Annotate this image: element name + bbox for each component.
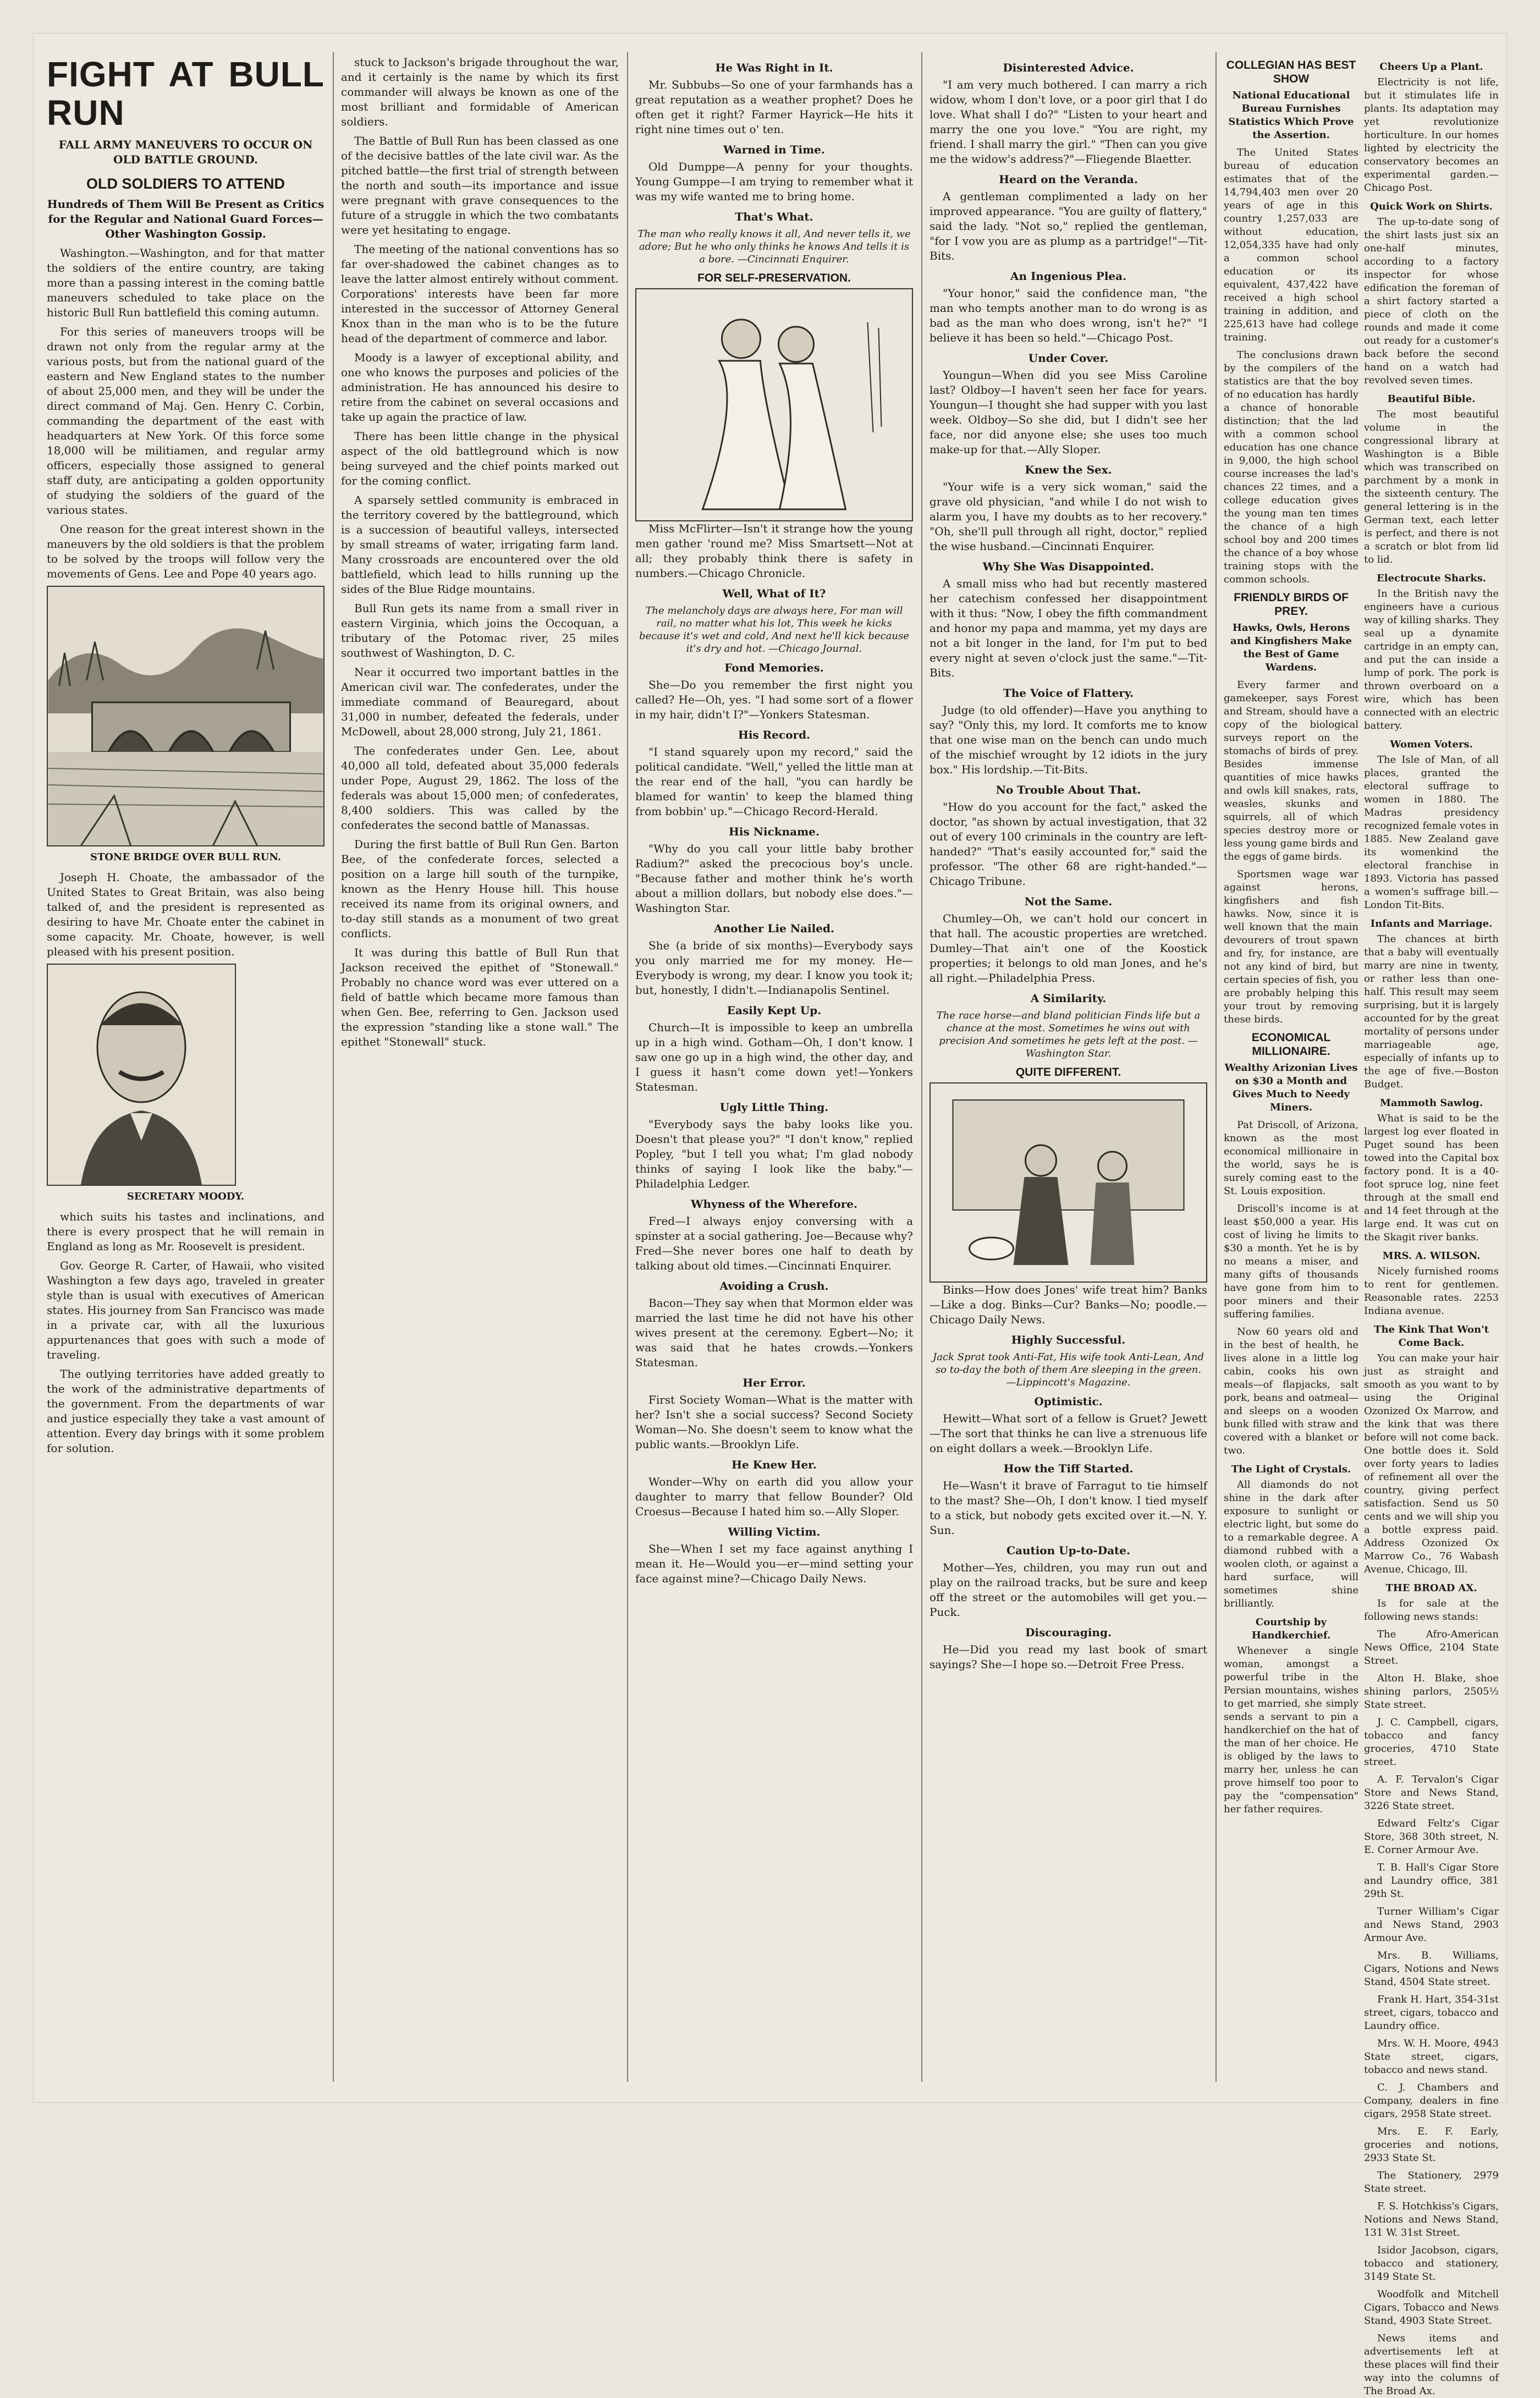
paragraph: Binks—How does Jones' wife treat him? Banks—Like a dog. Binks—Cur? Banks—No; poodle.—Chicago Daily News. — [930, 1283, 1207, 1326]
item-heading: Discouraging. — [1025, 1626, 1112, 1639]
article-deck: Hundreds of Them Will Be Present as Critics for the Regular and National Guard Forces—Other Washington Gossip. — [47, 197, 324, 240]
paragraph: During the first battle of Bull Run Gen. Barton Bee, of the confederate forces, selected a position on a large hill south of the turnpike, known as the Henry House hill. This house received its name from its original owners, and to-day still stands as a monument of two great conflicts. — [341, 838, 619, 940]
paragraph: Chumley—Oh, we can't hold our concert in that hall. The acoustic properties are wretched. Dumley—That ain't one of the Koostick properties; it belongs to old man Jones, and he's all right.—Philadelphia Press. — [930, 912, 1207, 985]
verse: The melancholy days are always here, For man will rail, no matter what his lot, This week he kicks because it's wet and cold, And next he'll kick because it's dry and hot. —Chicago Journal. — [639, 605, 909, 654]
list-item: Mrs. W. H. Moore, 4943 State street, cigars, tobacco and news stand. — [1364, 2038, 1499, 2076]
item-heading: Her Error. — [743, 1376, 806, 1389]
paragraph: She (a bride of six months)—Everybody says you only married me for my money. He—Everybody is wrong, my dear. I know you took it; but, honestly, I didn't.—Indianapolis Sentinel. — [635, 939, 913, 997]
paragraph: What is said to be the largest log ever floated in Puget sound has been towed into the Capital box factory pond. It is a 40-foot spruce log, nine feet through at the small end and 14 feet through at the large end. It was cut on the Skagit river banks. — [1364, 1113, 1499, 1243]
list-item: J. C. Campbell, cigars, tobacco and fancy groceries, 4710 State street. — [1364, 1717, 1499, 1768]
item-heading: The Kink That Won't Come Back. — [1374, 1324, 1489, 1349]
paragraph: The outlying territories have added greatly to the work of the administrative departments of the government. From the departments of war and justice especially they take a vast amount of attention. Every day brings with it some problem for solution. — [47, 1367, 324, 1455]
list-item: Isidor Jacobson, cigars, tobacco and stationery, 3149 State St. — [1364, 2245, 1499, 2282]
paragraph: Pat Driscoll, of Arizona, known as the most economical millionaire in the world, says he is surely coming east to the St. Louis exposition. — [1224, 1119, 1358, 1197]
column-5 — [1224, 55, 1358, 2079]
paragraph: Is for sale at the following news stands: — [1364, 1598, 1499, 1623]
item-heading: Willing Victim. — [728, 1525, 821, 1538]
item-heading: He Was Right in It. — [715, 61, 833, 74]
column-3 — [635, 55, 913, 2079]
column-rule — [1216, 52, 1217, 2082]
illustration-caption: STONE BRIDGE OVER BULL RUN. — [90, 851, 282, 863]
paragraph: Mother—Yes, children, you may run out and play on the railroad tracks, but be sure and keep off the street or the automobiles will get you.—Puck. — [930, 1561, 1207, 1619]
item-heading: Highly Successful. — [1011, 1333, 1126, 1346]
item-heading: Knew the Sex. — [1025, 463, 1112, 476]
item-heading: Optimistic. — [1034, 1395, 1103, 1408]
secretary-moody-portrait — [47, 964, 236, 1186]
item-heading: Courtship by Handkerchief. — [1251, 1616, 1331, 1641]
item-heading: The Voice of Flattery. — [1003, 686, 1134, 700]
list-item: Woodfolk and Mitchell Cigars, Tobacco and News Stand, 4903 State Street. — [1364, 2289, 1499, 2326]
item-heading: Avoiding a Crush. — [719, 1279, 829, 1292]
item-heading: Cheers Up a Plant. — [1379, 61, 1483, 73]
paragraph: He—Wasn't it brave of Farragut to tie himself to the mast? She—Oh, I don't know. I tied myself to a stick, but nobody gets excited over it.—N. Y. Sun. — [930, 1479, 1207, 1537]
paragraph: "How do you account for the fact," asked the doctor, "as shown by actual investigation, that 32 out of every 100 criminals in the country are left-handed?" "That's easily accounted for," said the professor. "The other 68 are right-handed."—Chicago Tribune. — [930, 800, 1207, 888]
stone-bridge-illustration — [47, 586, 324, 846]
paragraph: "Everybody says the baby looks like you. Doesn't that please you?" "I don't know," replied Popley, "but I tell you what; I'm glad nobody thinks of saying I look like the baby."—Philadelphia Ledger. — [635, 1118, 913, 1190]
paragraph: Every farmer and gamekeeper, says Forest and Stream, should have a copy of the biological surveys report on the stomachs of birds of prey. Besides immense quantities of mice hawks and owls kill snakes, rats, weasles, skunks and squirrels, all of which species destroy more or less young game birds and the eggs of game birds. — [1224, 679, 1358, 862]
paragraph: One reason for the great interest shown in the maneuvers by the old soldiers is that the problem to be solved by the troops will follow very the movements of Gens. Lee and Pope 40 years ago. — [47, 522, 324, 580]
item-heading: An Ingenious Plea. — [1010, 270, 1127, 283]
paragraph: Wonder—Why on earth did you allow your daughter to marry that fellow Bounder? Old Croesus—Because I hated him so.—Ally Sloper. — [635, 1475, 913, 1518]
list-item: Edward Feltz's Cigar Store, 368 30th street, N. E. Corner Armour Ave. — [1364, 1818, 1499, 1856]
paragraph: Fred—I always enjoy conversing with a spinster at a social gathering. Joe—Because why? Fred—She never bores one half to death by talking about old times.—Cincinnati Enquirer. — [635, 1214, 913, 1272]
list-item: Mrs. E. F. Early, groceries and notions, 2933 State St. — [1364, 2126, 1499, 2164]
item-heading: Why She Was Disappointed. — [982, 560, 1154, 573]
paragraph: She—Do you remember the first night you called? He—Oh, yes. "I had some sort of a flower in my hair, didn't I?"—Yonkers Statesman. — [635, 678, 913, 721]
newspaper-page — [33, 33, 1507, 2397]
list-item: Turner William's Cigar and News Stand, 2903 Armour Ave. — [1364, 1906, 1499, 1944]
paragraph: Sportsmen wage war against herons, kingfishers and fish hawks. Now, since it is well known that the main devourers of trout spawn and fry, for instance, are not any kind of bird, but certain species of fish, you are probably helping this your trout by removing these birds. — [1224, 868, 1358, 1025]
item-heading: Quick Work on Shirts. — [1370, 201, 1493, 212]
item-heading: Fond Memories. — [724, 661, 824, 674]
item-heading: Beautiful Bible. — [1387, 393, 1476, 405]
paragraph: Church—It is impossible to keep an umbrella up in a high wind. Gotham—Oh, I don't know. I saw one go up in a high wind, the other day, and I guess it hasn't come down yet!—Yonkers Statesman. — [635, 1021, 913, 1093]
verse: Jack Sprat took Anti-Fat, His wife took Anti-Lean, And so to-day the both of them Are sleeping in the green. —Lippincott's Magazine. — [933, 1351, 1204, 1388]
paragraph: "I am very much bothered. I can marry a rich widow, whom I don't love, or a poor girl that I do love. What shall I do?" "Listen to your heart and marry the one you love." "You are right, my friend. I shall marry the girl." "Then can you give me the widow's address?"—Fliegende Blaetter. — [930, 78, 1207, 166]
item-heading: Women Voters. — [1390, 739, 1473, 750]
item-heading: Under Cover. — [1028, 351, 1109, 365]
paragraph: Old Dumppe—A penny for your thoughts. Young Gumppe—I am trying to remember what it was my wife wanted me to bring home. — [635, 160, 913, 203]
paragraph: Washington.—Washington, and for that matter the soldiers of the entire country, are taking more than a passing interest in the coming battle maneuvers scheduled to take place on the historic Bull Run battlefield this coming autumn. — [47, 246, 324, 319]
paragraph: Miss McFlirter—Isn't it strange how the young men gather 'round me? Miss Smartsett—Not at all; they probably think there is safety in numbers.—Chicago Chronicle. — [635, 522, 913, 580]
paragraph: A sparsely settled community is embraced in the territory covered by the battleground, which is a succession of beautiful valleys, intersected by small streams of water, irrigating farm land. Many crossroads are encountered over the old battlefield, which lead to hills running up the sides of the Blue Ridge mountains. — [341, 493, 619, 596]
item-heading: He Knew Her. — [732, 1458, 817, 1471]
list-item: F. S. Hotchkiss's Cigars, Notions and News Stand, 131 W. 31st Street. — [1364, 2201, 1499, 2238]
item-heading: Another Lie Nailed. — [714, 922, 834, 935]
verse: The man who really knows it all, And never tells it, we adore; But he who only thinks he knows And tells it is a bore. —Cincinnati Enquirer. — [637, 228, 911, 265]
item-heading: Warned in Time. — [723, 143, 825, 156]
item-heading: His Nickname. — [729, 825, 820, 838]
paragraph: The chances at birth that a baby will eventually marry are nine in twenty, or rather less than one-half. This result may seem surprising, but it is largely accounted for by the great mortality of persons under marriageable age, especially of infants up to the age of five.—Boston Budget. — [1364, 933, 1499, 1090]
paragraph: The conclusions drawn by the compilers of the statistics are that the boy of no education has hardly a chance of honorable distinction; that the lad with a common school education has one chance in 9,000, the high school course increases the lad's chances 22 times, and a college education gives the young man ten times the chance of a high school boy and 200 times the chance of a boy whose training stops with the common schools. — [1224, 349, 1358, 585]
paragraph: In the British navy the engineers have a curious way of killing sharks. They seal up a dynamite cartridge in an empty can, and put the can inside a lump of pork. The pork is thrown overboard on a wire, which has been connected with an electric battery. — [1364, 588, 1499, 732]
paragraph: Nicely furnished rooms to rent for gentlemen. Reasonable rates. 2253 Indiana avenue. — [1364, 1266, 1499, 1317]
list-item: The Stationery, 2979 State street. — [1364, 2170, 1499, 2194]
paragraph: First Society Woman—What is the matter with her? Isn't she a social success? Second Society Woman—No. She doesn't seem to know what the public wants.—Brooklyn Life. — [635, 1393, 913, 1451]
article-headline: FRIENDLY BIRDS OF PREY. — [1234, 591, 1349, 618]
list-item: Mrs. B. Williams, Cigars, Notions and News Stand, 4504 State street. — [1364, 1950, 1499, 1988]
self-preservation-cartoon — [635, 288, 913, 521]
paragraph: There has been little change in the physical aspect of the old battleground which is now being surveyed and the chief points marked out for the coming conflict. — [341, 430, 619, 487]
verse: The race horse—and bland politician Finds life but a chance at the most. Sometimes he wins out with precision And sometimes he gets left at the post. —Washington Star. — [936, 1010, 1201, 1059]
paragraph: The most beautiful volume in the congressional library at Washington is a Bible which was transcribed on parchment by a monk in the sixteenth century. The general lettering is in the German text, each letter is perfect, and there is not a scratch or blot from lid to lid. — [1364, 409, 1499, 565]
column-4 — [930, 55, 1207, 2079]
item-heading: Easily Kept Up. — [727, 1004, 822, 1017]
cartoon-title: QUITE DIFFERENT. — [1015, 1066, 1121, 1079]
item-heading: Ugly Little Thing. — [719, 1101, 829, 1114]
column-1 — [47, 55, 324, 2079]
article-deck: Hawks, Owls, Herons and Kingfishers Make the Best of Game Wardens. — [1230, 622, 1352, 673]
paragraph: Near it occurred two important battles in the American civil war. The confederates, under the immediate command of Beauregard, about 31,000 in number, defeated the federals, under McDowell, about 28,000 strong, July 21, 1861. — [341, 666, 619, 738]
paragraph: You can make your hair just as straight and smooth as you want to by using the Original Ozonized Ox Marrow, and the kink that was there before will not come back. One bottle does it. Sold over forty years to ladies of refinement all over the country, giving perfect satisfaction. Send us 50 cents and we will ship you a bottle express paid. Address Ozonized Ox Marrow Co., 76 Wabash Avenue, Chicago, Ill. — [1364, 1352, 1499, 1575]
paragraph: It was during this battle of Bull Run that Jackson received the epithet of "Stonewall." Probably no chance word was ever uttered on a field of battle which became more famous than when Gen. Bee, referring to Gen. Jackson used the expression "standing like a stone wall." The epithet "Stonewall" stuck. — [341, 946, 619, 1048]
list-item: C. J. Chambers and Company, dealers in fine cigars, 2958 State street. — [1364, 2082, 1499, 2120]
item-heading: That's What. — [735, 210, 813, 223]
item-heading: Well, What of It? — [722, 587, 826, 600]
article-deck: Wealthy Arizonian Lives on $30 a Month and Gives Much to Needy Miners. — [1224, 1062, 1358, 1113]
list-item: The Afro-American News Office, 2104 State Street. — [1364, 1629, 1499, 1667]
paragraph: Youngun—When did you see Miss Caroline last? Oldboy—I haven't seen her face for years. Youngun—I thought she had supper with you last week. Oldboy—So she did, but I didn't see her face, nor did anyone else; she uses too much make-up for that.—Ally Sloper. — [930, 369, 1207, 456]
paragraph: The confederates under Gen. Lee, about 40,000 all told, defeated about 35,000 federals under Pope, August 29, 1862. The loss of the federals was about 15,000 men; of confederates, 8,400 soldiers. This was called by the confederates the second battle of Manassas. — [341, 744, 619, 832]
portrait-drawing — [48, 965, 235, 1185]
item-heading: Disinterested Advice. — [1003, 61, 1134, 74]
paragraph: "Your honor," said the confidence man, "the man who tempts another man to do wrong is as bad as the man who does wrong, isn't he?" "I believe it has been so held."—Chicago Post. — [930, 287, 1207, 344]
column-rule — [921, 52, 922, 2082]
item-heading: Mammoth Sawlog. — [1379, 1097, 1483, 1109]
list-item: A. F. Tervalon's Cigar Store and News Stand, 3226 State street. — [1364, 1774, 1499, 1812]
paragraph: All diamonds do not shine in the dark after exposure to sunlight or electric light, but some do to a remarkable degree. A diamond rubbed with a woolen cloth, or against a hard surface, will sometimes shine brilliantly. — [1224, 1479, 1358, 1609]
article-headline: COLLEGIAN HAS BEST SHOW — [1226, 59, 1356, 85]
item-heading: No Trouble About That. — [996, 783, 1141, 796]
paragraph: "Why do you call your little baby brother Radium?" asked the precocious boy's uncle. "Because father and mother think he's worth about a million dollars, but nobody else does."—Washington Star. — [635, 842, 913, 915]
paragraph: The Battle of Bull Run has been classed as one of the decisive battles of the late civil war. As the pitched battle—the first trial of strength between the north and south—its importance and issue were pregnant with grave consequences to the future of a struggle in which the two combatants were yet hesitating to engage. — [341, 134, 619, 237]
article-title: FIGHT AT BULL RUN — [47, 54, 324, 133]
paragraph: Now 60 years old and in the best of health, he lives alone in a little log cabin, cooks his own meals—of flapjacks, salt pork, beans and oatmeal—and sleeps on a wooden bunk filled with straw and covered with a blanket or two. — [1224, 1326, 1358, 1456]
quite-different-cartoon — [930, 1082, 1207, 1283]
paragraph: He—Did you read my last book of smart sayings? She—I hope so.—Detroit Free Press. — [930, 1643, 1207, 1671]
item-heading: Infants and Marriage. — [1370, 918, 1493, 930]
item-heading: A Similarity. — [1030, 992, 1107, 1005]
cartoon-drawing — [931, 1084, 1206, 1282]
paragraph: A gentleman complimented a lady on her improved appearance. "You are guilty of flattery," said the lady. "Not so," replied the gentleman, "for I vow you are as plump as a partridge!"—Tit-Bits. — [930, 190, 1207, 262]
paragraph: The Isle of Man, of all places, granted the electoral suffrage to women in 1880. The Madras presidency recognized female votes in 1885. New Zealand gave its womenkind the electoral franchise in 1893. Victoria has passed a women's suffrage bill.—London Tit-Bits. — [1364, 754, 1499, 911]
cartoon-drawing — [636, 289, 912, 520]
column-6 — [1364, 55, 1499, 2397]
item-heading: Heard on the Veranda. — [999, 173, 1138, 186]
article-deck: National Educational Bureau Furnishes Statistics Which Prove the Assertion. — [1228, 90, 1354, 141]
paragraph: For this series of maneuvers troops will be drawn not only from the regular army at the various posts, but from the national guard of the eastern and New England states to the number of about 25,000 men, and they will be under the direct command of Maj. Gen. Henry C. Corbin, commanding the department of the east with headquarters at New York. Of this force some 18,000 will be militiamen, and regular army officers, especially those assigned to general staff duty, are anticipating a golden opportunity of studying the soldiers of the guard of the various states. — [47, 325, 324, 516]
paragraph: "I stand squarely upon my record," said the political candidate. "Well," yelled the little man at the rear end of the hall, "you can hardly be blamed for wantin' to keep the blamed thing from bobbin' up."—Chicago Record-Herald. — [635, 745, 913, 818]
paragraph: The meeting of the national conventions has so far over-shadowed the cabinet changes as to leave the latter almost entirely without comment. Corporations' interests have been far more interested in the successor of Attorney General Knox than in the man who is to be the future head of the department of commerce and labor. — [341, 243, 619, 345]
paragraph: Whenever a single woman, amongst a powerful tribe in the Persian mountains, wishes to get married, she simply sends a servant to pin a handkerchief on the hat of the man of her choice. He is obliged by the laws to marry her, unless he can prove himself too poor to pay the "compensation" her father requires. — [1224, 1645, 1358, 1815]
paragraph: The up-to-date song of the shirt lasts just six an one-half minutes, according to a factory inspector for whose edification the foreman of a shirt factory started a piece of cloth on the rounds and made it come out ready for a customer's back before the second hand on a watch had revolved seven times. — [1364, 216, 1499, 386]
article-subhead: OLD SOLDIERS TO ATTEND — [86, 175, 285, 192]
column-2 — [341, 55, 619, 2079]
list-item: Alton H. Blake, shoe shining parlors, 2505½ State street. — [1364, 1673, 1499, 1711]
list-item: T. B. Hall's Cigar Store and Laundry office, 381 29th St. — [1364, 1862, 1499, 1900]
item-heading: Caution Up-to-Date. — [1007, 1544, 1130, 1557]
item-heading: Whyness of the Wherefore. — [691, 1197, 857, 1211]
paragraph: Gov. George R. Carter, of Hawaii, who visited Washington a few days ago, traveled in greater style than is usual with executives of American states. His journey from San Francisco was made in a private car, with all the luxurious appurtenances that goes with such a mode of traveling. — [47, 1259, 324, 1361]
paragraph: which suits his tastes and inclinations, and there is every prospect that he will remain in England as long as Mr. Roosevelt is president. — [47, 1210, 324, 1253]
column-rule — [333, 52, 334, 2082]
paragraph: The United States bureau of education estimates that of the 14,794,403 men over 20 years of age in this country 1,257,033 are without education, 12,054,335 have had only a common school education or its equivalent, 437,422 have received a high school training in addition, and 225,613 have had college training. — [1224, 147, 1358, 343]
item-heading: MRS. A. WILSON. — [1382, 1250, 1481, 1262]
paragraph: A small miss who had but recently mastered her catechism confessed her disappointment with it thus: "Now, I obey the fifth commandment and honor my papa and mamma, yet my days are not a bit longer in the land, for I'm put to bed every night at seven o'clock just the same."—Tit-Bits. — [930, 577, 1207, 679]
item-heading: How the Tiff Started. — [1003, 1462, 1134, 1475]
illustration-caption: SECRETARY MOODY. — [127, 1191, 245, 1202]
list-item: Frank H. Hart, 354-31st street, cigars, tobacco and Laundry office. — [1364, 1994, 1499, 2032]
paragraph: News items and advertisements left at these places will find their way into the columns of The Broad Ax. — [1364, 2333, 1499, 2397]
cartoon-title: FOR SELF-PRESERVATION. — [697, 272, 851, 284]
paragraph: Joseph H. Choate, the ambassador of the United States to Great Britain, was also being talked of, and the president is represented as desiring to have Mr. Choate enter the cabinet in some capacity. Mr. Choate, however, is well pleased with his present position. — [47, 871, 324, 958]
paragraph: Bacon—They say when that Mormon elder was married the last time he did not have his other wives present at the ceremony. Egbert—No; it was said that he hates crowds.—Yonkers Statesman. — [635, 1296, 913, 1369]
column-rule — [627, 52, 628, 2082]
article-headline: ECONOMICAL MILLIONAIRE. — [1251, 1031, 1331, 1058]
item-heading: Not the Same. — [1024, 895, 1113, 908]
paragraph: She—When I set my face against anything I mean it. He—Would you—er—mind setting your face against mine?—Chicago Daily News. — [635, 1542, 913, 1585]
paragraph: "Your wife is a very sick woman," said the grave old physician, "and while I do not wish to alarm you, I have my doubts as to her recovery." "Oh, she'll pull through all right, doctor," replied the wise husband.—Cincinnati Enquirer. — [930, 480, 1207, 553]
item-heading: The Light of Crystals. — [1231, 1464, 1351, 1475]
paragraph: stuck to Jackson's brigade throughout the war, and it certainly is the name by which its first commander will always be known as one of the most brilliant and formidable of American soldiers. — [341, 56, 619, 128]
paragraph: Electricity is not life, but it stimulates life in plants. Its adaptation may yet revolutionize horticulture. In our homes lighted by electricity the conservatory becomes an experimental garden.—Chicago Post. — [1364, 76, 1499, 194]
paragraph: Mr. Subbubs—So one of your farmhands has a great reputation as a weather prophet? Does he often get it right? Farmer Hayrick—He hits it right nine times out o' ten. — [635, 78, 913, 136]
paragraph: Bull Run gets its name from a small river in eastern Virginia, which joins the Occoquan, a tributary of the Potomac river, 25 miles southwest of Washington, D. C. — [341, 602, 619, 659]
paragraph: Judge (to old offender)—Have you anything to say? "Only this, my lord. It comforts me to know that one wise man on the bench can undo much of the mischief wrought by 12 idiots in the jury box." His lordship.—Tit-Bits. — [930, 703, 1207, 776]
paragraph: Driscoll's income is at least $50,000 a year. His cost of living he limits to $30 a month. Yet he is by no means a miser, and many gifts of thousands have gone from him to poor miners and their suffering families. — [1224, 1203, 1358, 1320]
paragraph: Moody is a lawyer of exceptional ability, and one who knows the purposes and policies of the administration. He has announced his desire to retire from the cabinet on several occasions and take up again the practice of law. — [341, 351, 619, 424]
paragraph: Hewitt—What sort of a fellow is Gruet? Jewett—The sort that thinks he can live a strenuous life on eight dollars a week.—Brooklyn Life. — [930, 1412, 1207, 1455]
article-deck: FALL ARMY MANEUVERS TO OCCUR ON OLD BATTLE GROUND. — [58, 138, 313, 166]
item-heading: Electrocute Sharks. — [1377, 573, 1486, 584]
item-heading: His Record. — [738, 728, 811, 741]
stone-bridge-drawing — [48, 587, 323, 845]
item-heading: THE BROAD AX. — [1385, 1582, 1477, 1594]
